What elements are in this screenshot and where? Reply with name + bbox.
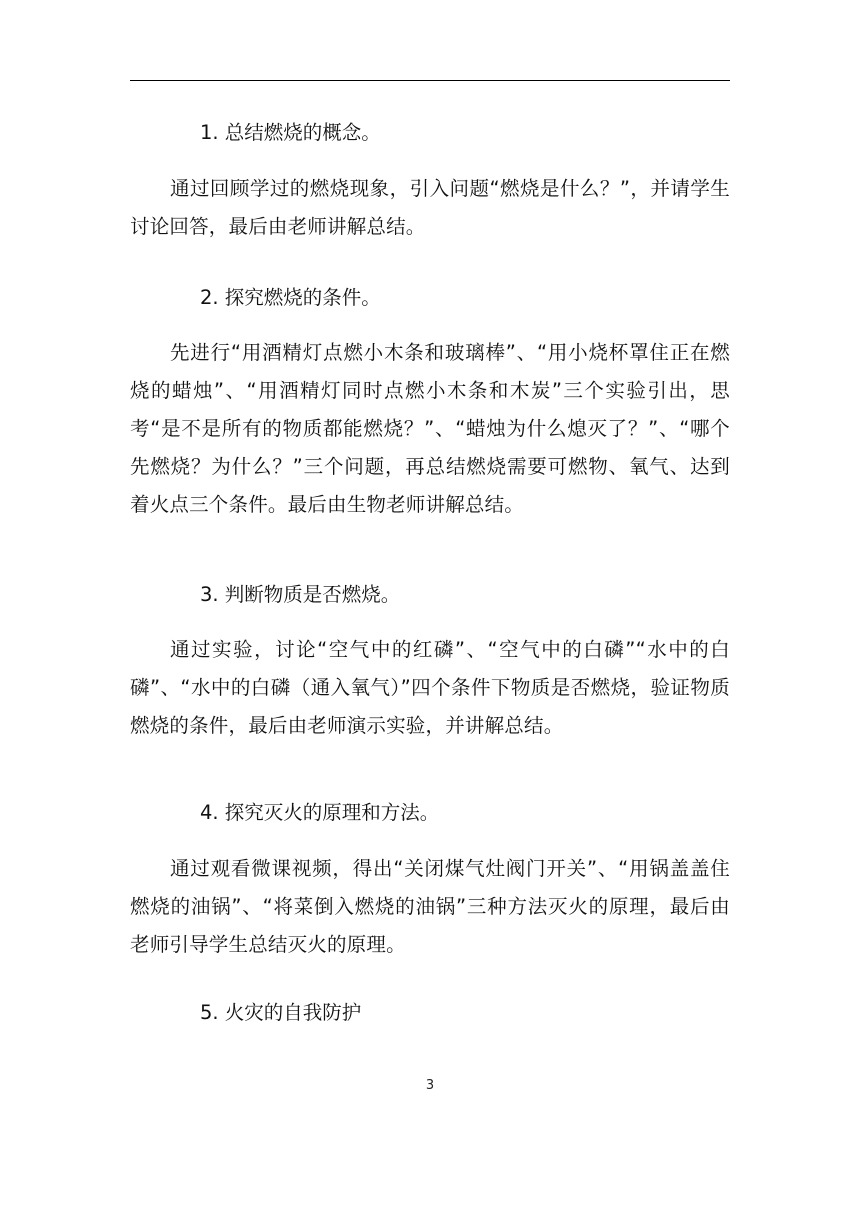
section-3-heading: 3. 判断物质是否燃烧。 [200, 583, 401, 606]
page-number: 3 [425, 1078, 435, 1093]
section-2-body: 先进行“用酒精灯点燃小木条和玻璃棒”、“用小烧杯罩住正在燃烧的蜡烛”、“用酒精灯同时点燃小木条和木炭”三个实验引出，思考“是不是所有的物质都能燃烧？”、“蜡烛为什么熄灭了？”、“哪个先燃烧？为什么？”三个问题，再总结燃烧需要可燃物、氧气、达到着火点三个条件。最后由生物老师讲解总结。 [130, 341, 730, 516]
section-2-heading: 2. 探究燃烧的条件。 [200, 286, 381, 309]
section-4-heading: 4. 探究灭火的原理和方法。 [200, 801, 440, 824]
section-1-body: 通过回顾学过的燃烧现象，引入问题“燃烧是什么？”，并请学生讨论回答，最后由老师讲解总结。 [130, 177, 730, 238]
header-rule [130, 80, 730, 81]
section-1-heading: 1. 总结燃烧的概念。 [200, 121, 381, 144]
section-4-body: 通过观看微课视频，得出“关闭煤气灶阀门开关”、“用锅盖盖住燃烧的油锅”、“将菜倒入燃烧的油锅”三种方法灭火的原理，最后由老师引导学生总结灭火的原理。 [130, 857, 730, 956]
section-5-heading: 5. 火灾的自我防护 [200, 1001, 362, 1024]
section-3-body: 通过实验，讨论“空气中的红磷”、“空气中的白磷”“水中的白磷”、“水中的白磷（通入氧气）”四个条件下物质是否燃烧，验证物质燃烧的条件，最后由老师演示实验，并讲解总结。 [130, 638, 730, 737]
